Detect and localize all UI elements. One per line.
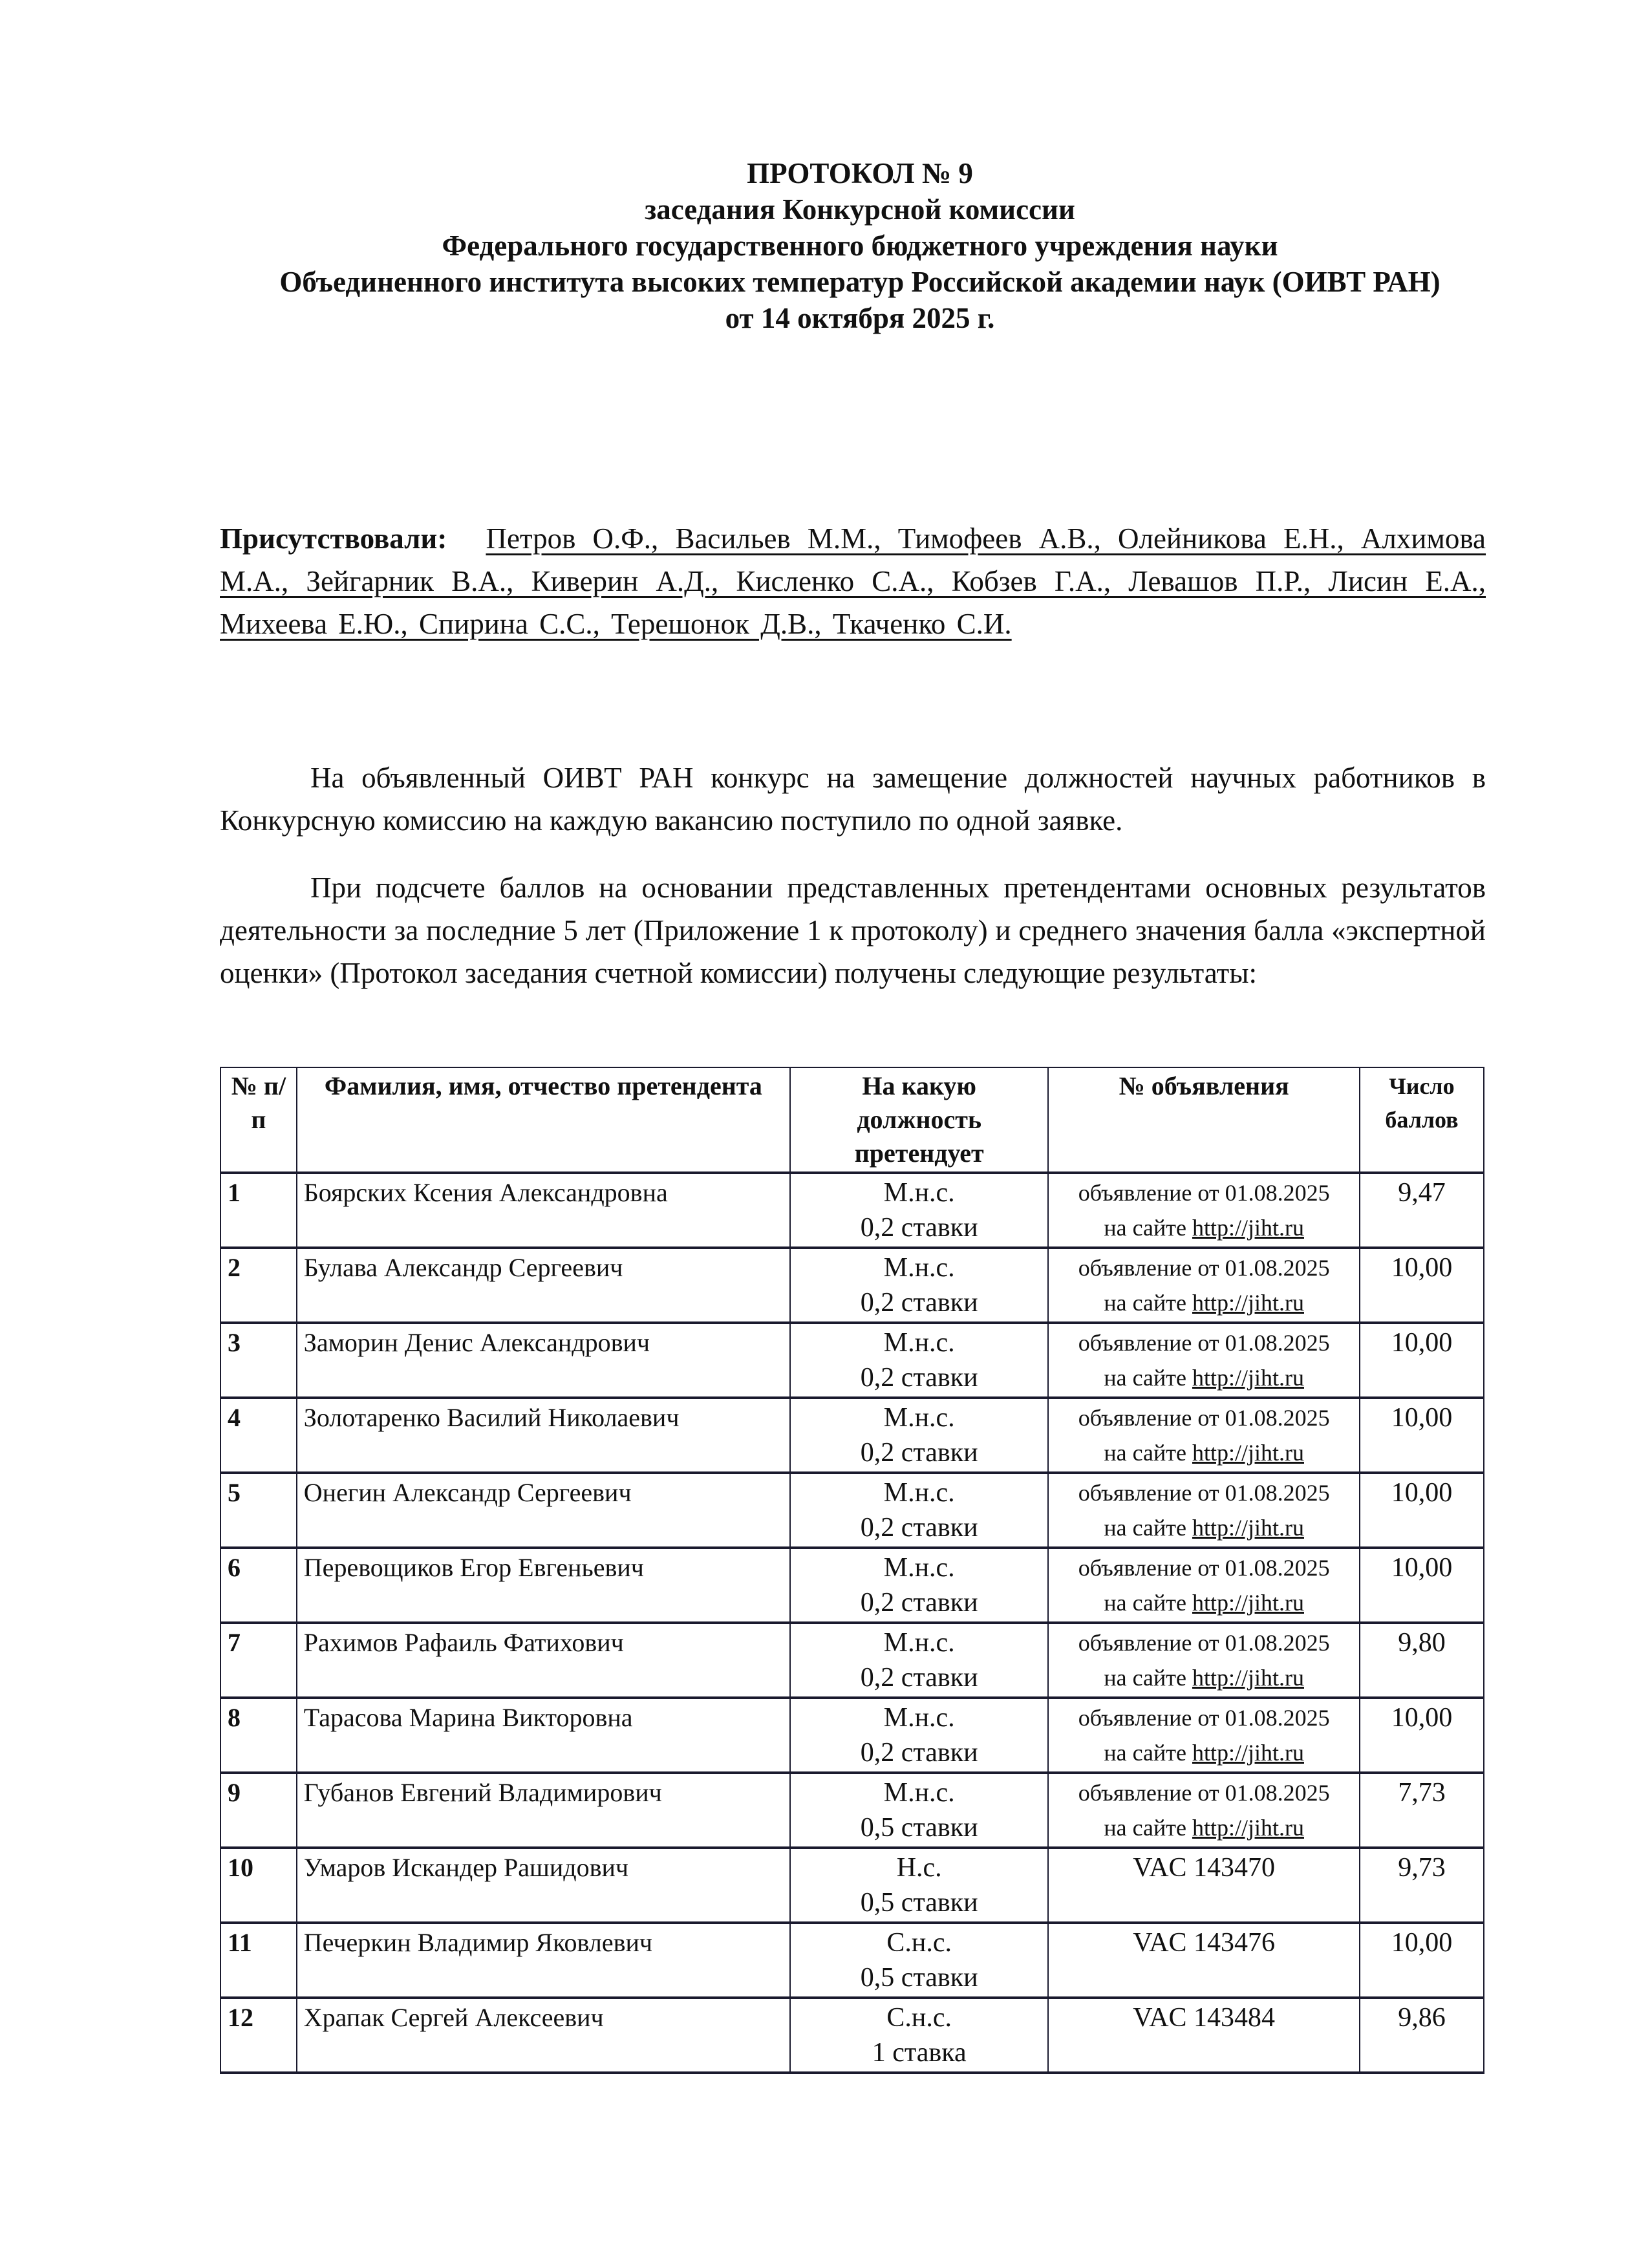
position-cell	[790, 1848, 1049, 1923]
table-row	[220, 1998, 1484, 2073]
score-value: 10,00	[1360, 1923, 1484, 1998]
protocol-title: ПРОТОКОЛ № 9	[747, 157, 973, 189]
vacancy-id: VAC 143476	[1133, 1928, 1276, 1958]
table-row	[220, 1848, 1484, 1923]
announcement-site-prefix: на сайте	[1104, 1365, 1192, 1391]
applicant-name: Печеркин Владимир Яковлевич	[297, 1923, 790, 1998]
position-cell	[790, 1623, 1049, 1698]
position-cell	[790, 1548, 1049, 1623]
score-value: 10,00	[1360, 1548, 1484, 1623]
announcement-cell	[1048, 1698, 1359, 1773]
announcement-site-prefix: на сайте	[1104, 1215, 1192, 1241]
applicant-name: Онегин Александр Сергеевич	[297, 1473, 790, 1548]
announcement-date: объявление от 01.08.2025	[1078, 1330, 1330, 1356]
announcement-date: объявление от 01.08.2025	[1078, 1555, 1330, 1581]
score-value: 9,80	[1360, 1623, 1484, 1698]
announcement-site-prefix: на сайте	[1104, 1815, 1192, 1841]
position-rate: 0,2 ставки	[860, 1438, 978, 1468]
announcement-cell	[1048, 1998, 1359, 2073]
position-rate: 0,2 ставки	[860, 1513, 978, 1543]
table-header-row	[220, 1067, 1484, 1173]
position-cell	[790, 1998, 1049, 2073]
position-rate: 0,5 ставки	[860, 1888, 978, 1918]
announcement-site-prefix: на сайте	[1104, 1590, 1192, 1616]
applicant-name: Заморин Денис Александрович	[297, 1323, 790, 1398]
announcement-link[interactable]: http://jiht.ru	[1192, 1515, 1304, 1541]
table-row	[220, 1923, 1484, 1998]
announcement-link[interactable]: http://jiht.ru	[1192, 1740, 1304, 1766]
position-title: М.н.с.	[883, 1553, 955, 1583]
position-title: С.н.с.	[886, 1928, 952, 1958]
position-cell	[790, 1473, 1049, 1548]
header-score: Число баллов	[1360, 1067, 1484, 1173]
applicant-name: Боярских Ксения Александровна	[297, 1173, 790, 1248]
position-rate: 0,2 ставки	[860, 1288, 978, 1318]
announcement-cell	[1048, 1848, 1359, 1923]
announcement-cell	[1048, 1548, 1359, 1623]
announcement-link[interactable]: http://jiht.ru	[1192, 1290, 1304, 1316]
table-body	[220, 1173, 1484, 2073]
position-rate: 0,2 ставки	[860, 1663, 978, 1693]
applicant-name: Храпак Сергей Алексеевич	[297, 1998, 790, 2073]
position-rate: 0,5 ставки	[860, 1813, 978, 1843]
score-value: 9,47	[1360, 1173, 1484, 1248]
row-number: 8	[220, 1698, 297, 1773]
announcement-cell	[1048, 1773, 1359, 1848]
applicant-name: Булава Александр Сергеевич	[297, 1248, 790, 1323]
position-title: М.н.с.	[883, 1778, 955, 1808]
row-number: 10	[220, 1848, 297, 1923]
position-title: Н.с.	[896, 1853, 942, 1883]
vacancy-id: VAC 143470	[1133, 1853, 1276, 1883]
position-title: М.н.с.	[883, 1328, 955, 1358]
applicant-name: Умаров Искандер Рашидович	[297, 1848, 790, 1923]
row-number: 2	[220, 1248, 297, 1323]
table-row	[220, 1173, 1484, 1248]
header-line-institute-name: Объединенного института высоких температур Российской академии наук (ОИВТ РАН)	[279, 266, 1441, 298]
position-cell	[790, 1248, 1049, 1323]
score-value: 10,00	[1360, 1473, 1484, 1548]
results-table	[220, 1067, 1484, 2074]
announcement-link[interactable]: http://jiht.ru	[1192, 1815, 1304, 1841]
applicant-name: Перевощиков Егор Евгеньевич	[297, 1548, 790, 1623]
announcement-cell	[1048, 1398, 1359, 1473]
position-cell	[790, 1323, 1049, 1398]
position-title: М.н.с.	[883, 1178, 955, 1208]
position-rate: 0,5 ставки	[860, 1963, 978, 1993]
table-row	[220, 1248, 1484, 1323]
announcement-date: объявление от 01.08.2025	[1078, 1705, 1330, 1731]
header-line-institution: Федерального государственного бюджетного учреждения науки	[442, 230, 1278, 262]
announcement-cell	[1048, 1173, 1359, 1248]
attendees-label: Присутствовали:	[220, 522, 447, 555]
paragraph-announcement: На объявленный ОИВТ РАН конкурс на замещение должностей научных работников в Конкурсную комиссию на каждую вакансию поступило по одной заявке.	[220, 762, 1486, 837]
header-position: На какую должность претендует	[790, 1067, 1049, 1173]
position-title: М.н.с.	[883, 1403, 955, 1433]
announcement-cell	[1048, 1248, 1359, 1323]
position-cell	[790, 1173, 1049, 1248]
announcement-date: объявление от 01.08.2025	[1078, 1480, 1330, 1506]
row-number: 5	[220, 1473, 297, 1548]
row-number: 12	[220, 1998, 297, 2073]
score-value: 10,00	[1360, 1698, 1484, 1773]
announcement-cell	[1048, 1923, 1359, 1998]
header-num: № п/п	[220, 1067, 297, 1173]
row-number: 6	[220, 1548, 297, 1623]
announcement-link[interactable]: http://jiht.ru	[1192, 1590, 1304, 1616]
announcement-link[interactable]: http://jiht.ru	[1192, 1665, 1304, 1691]
announcement-date: объявление от 01.08.2025	[1078, 1405, 1330, 1431]
table-row	[220, 1623, 1484, 1698]
table-row	[220, 1548, 1484, 1623]
protocol-date: от 14 октября 2025 г.	[725, 302, 995, 334]
announcement-site-prefix: на сайте	[1104, 1665, 1192, 1691]
document-header	[220, 155, 1500, 336]
position-cell	[790, 1923, 1049, 1998]
position-title: М.н.с.	[883, 1253, 955, 1283]
header-name: Фамилия, имя, отчество претендента	[297, 1067, 790, 1173]
score-value: 10,00	[1360, 1248, 1484, 1323]
applicant-name: Тарасова Марина Викторовна	[297, 1698, 790, 1773]
announcement-site-prefix: на сайте	[1104, 1515, 1192, 1541]
position-rate: 1 ставка	[872, 2038, 967, 2068]
row-number: 11	[220, 1923, 297, 1998]
announcement-cell	[1048, 1623, 1359, 1698]
position-cell	[790, 1698, 1049, 1773]
position-title: М.н.с.	[883, 1628, 955, 1658]
applicant-name: Рахимов Рафаиль Фатихович	[297, 1623, 790, 1698]
position-cell	[790, 1773, 1049, 1848]
announcement-date: объявление от 01.08.2025	[1078, 1255, 1330, 1281]
header-line-meeting: заседания Конкурсной комиссии	[645, 193, 1075, 226]
announcement-site-prefix: на сайте	[1104, 1740, 1192, 1766]
announcement-site-prefix: на сайте	[1104, 1290, 1192, 1316]
score-value: 9,86	[1360, 1998, 1484, 2073]
row-number: 3	[220, 1323, 297, 1398]
announcement-site-prefix: на сайте	[1104, 1440, 1192, 1466]
applicant-name: Губанов Евгений Владимирович	[297, 1773, 790, 1848]
position-rate: 0,2 ставки	[860, 1363, 978, 1393]
announcement-cell	[1048, 1323, 1359, 1398]
table-row	[220, 1773, 1484, 1848]
announcement-link[interactable]: http://jiht.ru	[1192, 1440, 1304, 1466]
score-value: 10,00	[1360, 1398, 1484, 1473]
vacancy-id: VAC 143484	[1133, 2003, 1276, 2033]
announcement-cell	[1048, 1473, 1359, 1548]
position-title: С.н.с.	[886, 2003, 952, 2033]
applicant-name: Золотаренко Василий Николаевич	[297, 1398, 790, 1473]
position-rate: 0,2 ставки	[860, 1588, 978, 1618]
row-number: 1	[220, 1173, 297, 1248]
table-row	[220, 1473, 1484, 1548]
score-value: 9,73	[1360, 1848, 1484, 1923]
row-number: 9	[220, 1773, 297, 1848]
table-row	[220, 1323, 1484, 1398]
score-value: 10,00	[1360, 1323, 1484, 1398]
position-title: М.н.с.	[883, 1703, 955, 1733]
row-number: 4	[220, 1398, 297, 1473]
attendees-section	[220, 517, 1486, 645]
header-announcement: № объявления	[1048, 1067, 1359, 1173]
table-row	[220, 1698, 1484, 1773]
announcement-date: объявление от 01.08.2025	[1078, 1180, 1330, 1206]
attendees-names: Петров О.Ф., Васильев М.М., Тимофеев А.В., Олейникова Е.Н., Алхимова М.А., Зейгарник В.А., Киверин А.Д., Кисленко С.А., Кобзев Г.А., Левашов П.Р., Лисин Е.А., Михеева Е.Ю., Спирина С.С., Терешонок Д.В., Ткаченко С.И.	[220, 522, 1486, 640]
position-rate: 0,2 ставки	[860, 1738, 978, 1768]
position-rate: 0,2 ставки	[860, 1213, 978, 1243]
announcement-date: объявление от 01.08.2025	[1078, 1630, 1330, 1656]
announcement-link[interactable]: http://jiht.ru	[1192, 1365, 1304, 1391]
table-row	[220, 1398, 1484, 1473]
position-title: М.н.с.	[883, 1478, 955, 1508]
position-cell	[790, 1398, 1049, 1473]
announcement-link[interactable]: http://jiht.ru	[1192, 1215, 1304, 1241]
announcement-date: объявление от 01.08.2025	[1078, 1780, 1330, 1806]
paragraph-results-intro: При подсчете баллов на основании представленных претендентами основных результатов деятельности за последние 5 лет (Приложение 1 к протоколу) и среднего значения балла «экспертной оценки» (Протокол заседания счетной комиссии) получены следующие результаты:	[220, 872, 1486, 989]
score-value: 7,73	[1360, 1773, 1484, 1848]
row-number: 7	[220, 1623, 297, 1698]
